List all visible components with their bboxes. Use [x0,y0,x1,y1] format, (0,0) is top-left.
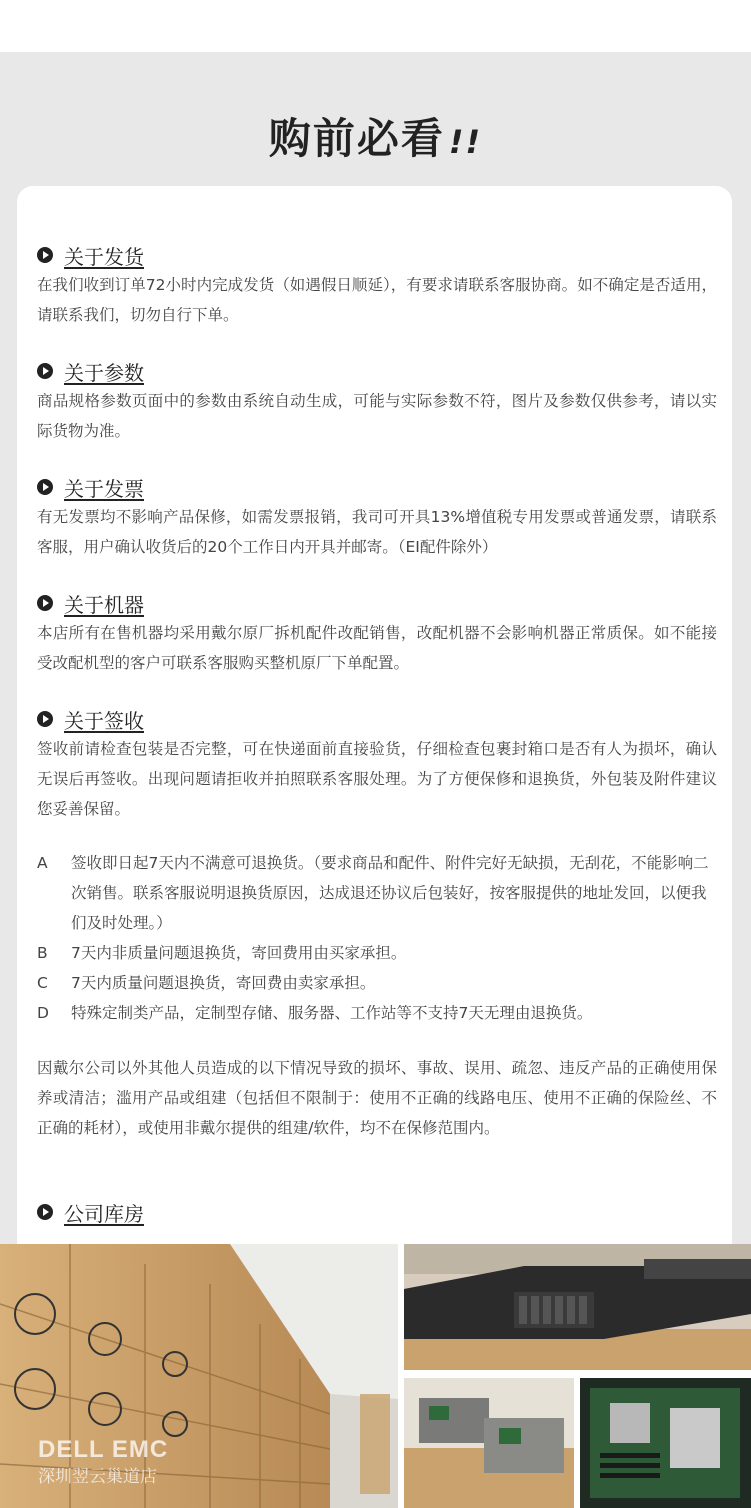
policy-letter: A [37,854,48,872]
policy-text: 签收即日起7天内不满意可退换货。（要求商品和配件、附件完好无缺损，无刮花，不能影响二次销售。联系客服说明退换货原因，达成退还协议后包装好，按客服提供的地址发回，以便我们及时处理。） [71,854,709,932]
policy-item [37,968,717,998]
policy-item [37,998,717,1028]
section-heading [37,704,717,734]
play-bullet-icon [37,479,53,495]
play-bullet-icon [37,595,53,611]
policy-item [37,938,717,968]
section-heading [37,356,717,386]
section-heading [37,240,717,270]
policy-text: 7天内非质量问题退换货，寄回费用由买家承担。 [71,944,407,962]
policy-letter: C [37,974,48,992]
dell-emc-logo: DELL EMC [38,1436,169,1463]
store-name: 深圳翌云巢道店 [38,1467,157,1486]
section-text: 签收前请检查包装是否完整，可在快递面前直接验货，仔细检查包裹封箱口是否有人为损坏，确认无误后再签收。出现问题请拒收并拍照联系客服处理。为了方便保修和退换货，外包装及附件建议您妥善保留。 [37,740,717,818]
warranty-disclaimer [37,1053,717,1143]
policy-letter: D [37,1004,49,1022]
page-title-text: 购前必看 [268,114,445,163]
section-invoice [37,472,717,562]
return-policy-list [37,848,717,1028]
section-text: 商品规格参数页面中的参数由系统自动生成，可能与实际参数不符，图片及参数仅供参考，请以实际货物为准。 [37,392,717,440]
motherboard-photo [580,1378,751,1508]
play-bullet-icon [37,247,53,263]
play-bullet-icon [37,1204,53,1220]
section-title: 关于发票 [64,476,144,501]
section-parameters [37,356,717,446]
server-boards-photo [404,1378,574,1508]
section-heading [37,472,717,502]
section-machines [37,588,717,678]
policy-text: 特殊定制类产品，定制型存储、服务器、工作站等不支持7天无理由退换货。 [71,1004,593,1022]
play-bullet-icon [37,363,53,379]
section-title: 关于机器 [64,592,144,617]
store-watermark [38,1436,168,1487]
page-title-exclaim: !! [448,123,483,161]
section-heading [37,1197,717,1227]
section-title: 关于参数 [64,360,144,385]
server-rack-photo [404,1244,751,1370]
section-text: 在我们收到订单72小时内完成发货（如遇假日顺延），有要求请联系客服协商。如不确定是否适用，请联系我们，切勿自行下单。 [37,276,717,324]
play-bullet-icon [37,711,53,727]
section-shipping [37,240,717,330]
policy-item [37,848,717,938]
policy-letter: B [37,944,48,962]
section-text: 本店所有在售机器均采用戴尔原厂拆机配件改配销售，改配机器不会影响机器正常质保。如不能接受改配机型的客户可联系客服购买整机原厂下单配置。 [37,624,717,672]
section-heading [37,588,717,618]
section-text: 有无发票均不影响产品保修，如需发票报销，我司可开具13%增值税专用发票或普通发票，请联系客服，用户确认收货后的20个工作日内开具并邮寄。（EI配件除外） [37,508,717,556]
policy-text: 7天内质量问题退换货，寄回费由卖家承担。 [71,974,376,992]
page-title [0,106,751,166]
section-title: 关于发货 [64,244,144,269]
section-receipt [37,704,717,824]
disclaimer-text: 因戴尔公司以外其他人员造成的以下情况导致的损坏、事故、误用、疏忽、违反产品的正确使用保养或清洁；滥用产品或组建（包括但不限制于：使用不正确的线路电压、使用不正确的保险丝、不正确的耗材），或使用非戴尔提供的组建/软件，均不在保修范围内。 [37,1059,717,1137]
section-title: 公司库房 [64,1201,144,1226]
section-title: 关于签收 [64,708,144,733]
section-warehouse [37,1197,717,1227]
